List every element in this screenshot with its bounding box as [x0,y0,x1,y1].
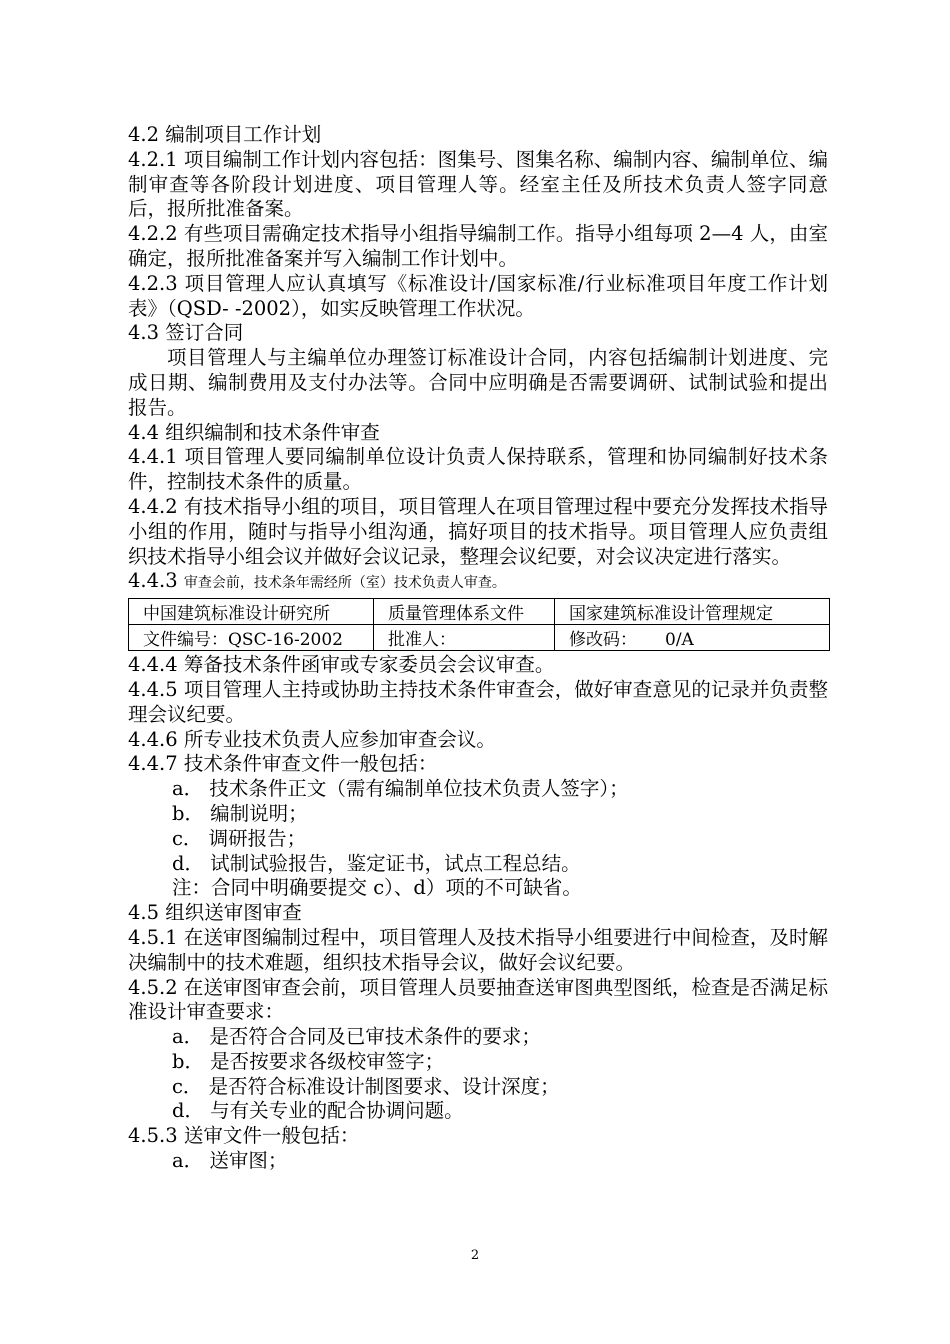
list-item: a． 是否符合合同及已审技术条件的要求； [172,1025,541,1049]
document-body [128,123,828,1174]
paragraph-4-3: 项目管理人与主编单位办理签订标准设计合同，内容包括编制计划进度、完成日期、编制费用及支付办法等。合同中应明确是否需要调研、试制试验和提出报告。 [128,346,828,419]
list-item: d． 与有关专业的配合协调问题。 [172,1099,464,1123]
header-approver: 批准人： [374,625,555,651]
header-regulation: 国家建筑标准设计管理规定 [555,599,830,625]
section-heading-4-3: 4.3 签订合同 [128,321,244,345]
paragraph-4-5-2: 4.5.2 在送审图审查会前，项目管理人员要抽查送审图典型图纸，检查是否满足标准设计审查要求： [128,975,828,1024]
paragraph-4-4-5: 4.4.5 项目管理人主持或协助主持技术条件审查会，做好审查意见的记录并负责整理会议纪要。 [128,677,828,726]
paragraph-4-5-3: 4.5.3 送审文件一般包括： [128,1124,360,1148]
paragraph-4-2-2: 4.2.2 有些项目需确定技术指导小组指导编制工作。指导小组每项 2—4 人，由室确定，报所批准备案并写入编制工作计划中。 [128,222,828,270]
list-item: c． 调研报告； [172,826,307,850]
section-heading-4-4: 4.4 组织编制和技术条件审查 [128,420,380,444]
paragraph-4-4-6: 4.4.6 所专业技术负责人应参加审查会议。 [128,727,496,751]
header-institute: 中国建筑标准设计研究所 [129,599,374,625]
paragraph-4-4-1: 4.4.1 项目管理人要同编制单位设计负责人保持联系，管理和协同编制好技术条件，控制技术条件的质量。 [128,445,828,494]
paragraph-4-4-3-number: 4.4.3 [128,569,178,593]
header-revision-label: 修改码： [569,630,637,651]
paragraph-4-4-2: 4.4.2 有技术指导小组的项目，项目管理人在项目管理过程中要充分发挥技术指导小组的作用，随时与指导小组沟通，搞好项目的技术指导。项目管理人应负责组织技术指导小组会议并做好会议记录，整理会议纪要，对会议决定进行落实。 [128,494,828,568]
paragraph-4-4-3 [128,569,828,596]
paragraph-4-4-7: 4.4.7 技术条件审查文件一般包括： [128,752,438,776]
page-number: 2 [470,1248,480,1263]
section-heading-4-5: 4.5 组织送审图审查 [128,901,302,925]
header-revision-value: 0/A [665,630,694,651]
header-revision [555,625,830,651]
paragraph-4-4-4: 4.4.4 筹备技术条件函审或专家委员会会议审查。 [128,653,555,677]
list-item: b． 是否按要求各级校审签字； [172,1049,445,1073]
list-item: d． 试制试验报告，鉴定证书，试点工程总结。 [172,851,581,875]
list-item: a． 技术条件正文（需有编制单位技术负责人签字）； [172,777,629,801]
header-doc-number: 文件编号：QSC-16-2002 [129,625,374,651]
paragraph-4-2-3: 4.2.3 项目管理人应认真填写《标准设计/国家标准/行业标准项目年度工作计划表》（QSD- -2002），如实反映管理工作状况。 [128,271,828,320]
header-doc-type: 质量管理体系文件 [374,599,555,625]
note-4-4-7: 注：合同中明确要提交 c）、d）项的不可缺省。 [172,876,582,900]
paragraph-4-5-1: 4.5.1 在送审图编制过程中，项目管理人及技术指导小组要进行中间检查，及时解决编制中的技术难题，组织技术指导会议，做好会议纪要。 [128,925,828,974]
section-heading-4-2: 4.2 编制项目工作计划 [128,123,322,146]
list-item: b． 编制说明； [172,801,308,825]
paragraph-4-2-1: 4.2.1 项目编制工作计划内容包括：图集号、图集名称、编制内容、编制单位、编制审查等各阶段计划进度、项目管理人等。经室主任及所技术负责人签字同意后，报所批准备案。 [128,147,828,221]
list-item: c． 是否符合标准设计制图要求、设计深度； [172,1074,560,1098]
paragraph-4-4-3-text: 审查会前，技术条年需经所（室）技术负责人审查。 [183,575,506,592]
list-item: a． 送审图； [172,1149,288,1173]
document-header-table [128,598,830,651]
